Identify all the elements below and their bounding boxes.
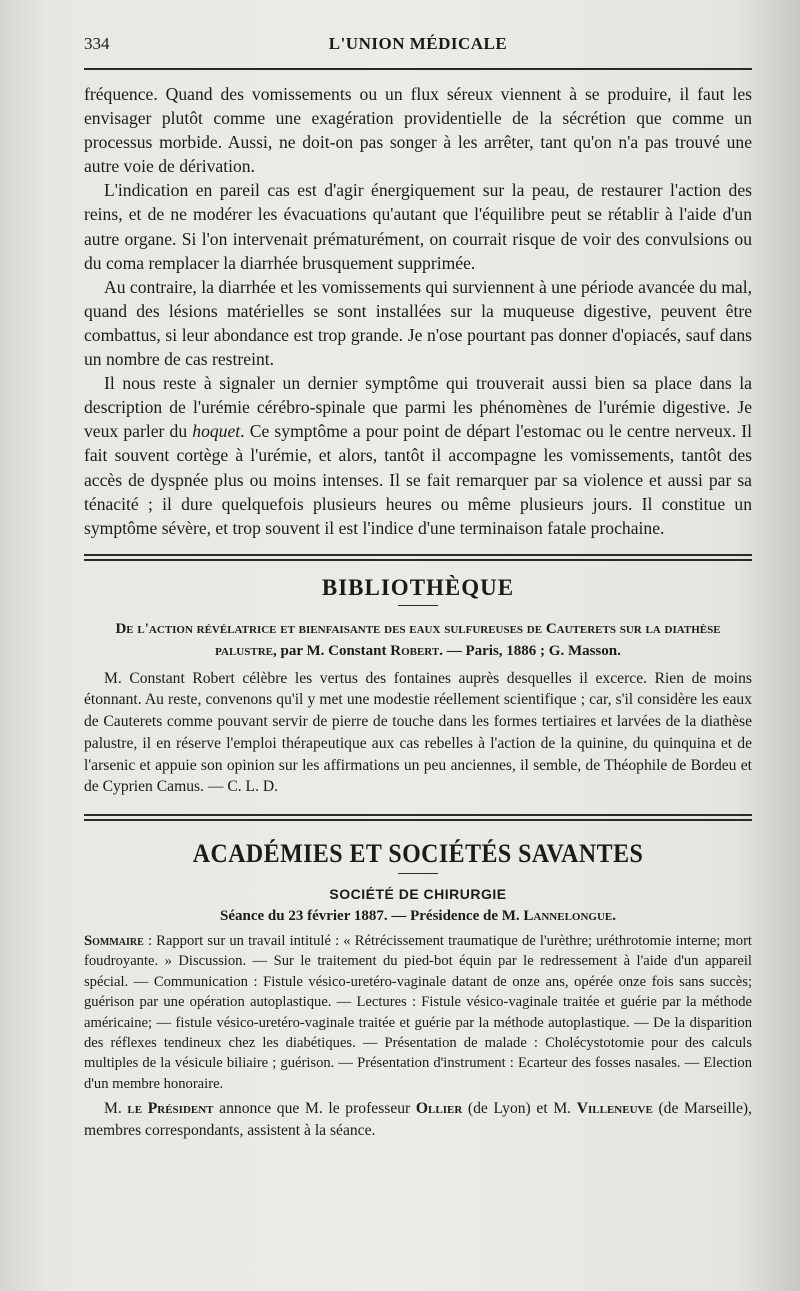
article-body	[84, 82, 752, 540]
academies-heading: ACADÉMIES ET SOCIÉTÉS SAVANTES	[192, 839, 644, 868]
paragraph-2: L'indication en pareil cas est d'agir énergiquement sur la peau, de restaurer l'action des reins, et de ne modérer les évacuations qu'autant que l'équilibre peut se rétablir à l'aide d'un autre organe. Si l'on intervenait prématurément, on courrait risque de voir des convulsions ou du coma remplacer la diarrhée brusquement supprimée.	[84, 180, 752, 273]
paragraph-1: fréquence. Quand des vomissements ou un flux séreux viennent à se produire, il faut les envisager plutôt comme une exagération providentielle de la sécrétion que comme un processus morbide. Aussi, ne doit-on pas songer à les arrêter, tant qu'on n'a pas trouvé une autre voie de dérivation.	[84, 84, 752, 177]
section-divider-2	[84, 814, 752, 821]
review-paragraph: M. Constant Robert célèbre les vertus des fontaines auprès desquelles il excerce. Rien de moins étonnant. Au reste, convenons qu'il y met une modestie réellement scientifique ; car, s'il considère les eaux de Cauterets comme pouvant servir de pierre de touche dans les formes tertiaires et larvées de la diathèse palustre, il en réserve l'emploi thérapeutique aux cas rebelles à l'action de la quinine, du quinquina et de l'arsenic et appuie son opinion sur les affirmations un peu anciennes, il semble, de Théophile de Bordeu et de Cyprien Camus. — C. L. D.	[84, 669, 752, 796]
sommaire-label: Sommaire	[84, 933, 144, 949]
announcement	[84, 1098, 752, 1141]
paragraph-4	[84, 371, 752, 540]
bibliotheque-heading: BIBLIOTHÈQUE	[321, 574, 515, 600]
announce-text-1: annonce que M. le professeur	[213, 1100, 416, 1118]
book-publisher: . — Paris, 1886 ; G. Masson.	[439, 642, 621, 659]
book-par: par M. Constant	[276, 642, 391, 659]
president-name: Lannelongue	[523, 908, 613, 924]
paragraph-4-end: . Ce symptôme a pour point de départ l'estomac ou le centre nerveux. Il fait souvent cortège à l'urémie, et alors, tantôt il accompagne les vomissements, tantôt des accès de dyspnée plus ou moins intenses. Il se fait remarquer par sa violence et aussi par sa ténacité ; il dure quelquefois plusieurs heures ou même plusieurs jours. Il constitue un symptôme sévère, et trop souvent il est l'indice d'une terminaison fatale prochaine.	[84, 421, 752, 538]
announce-m: M.	[104, 1100, 128, 1118]
ollier-name: Ollier	[415, 1100, 463, 1118]
hoquet-term: hoquet	[192, 421, 241, 442]
book-author: Robert	[390, 642, 440, 659]
announce-president: le Président	[127, 1100, 214, 1118]
sommaire-text: : Rapport sur un travail intitulé : « Rétrécissement traumatique de l'urèthre; uréthrotomie interne; mort foudroyante. » Discussion. — Sur le traitement du pied-bot équin par le redressement à l'aide d'un appareil spécial. — Communication : Fistule vésico-uretéro-vaginale datant de onze ans, opérée onze fois sans succès; guérison par une opération autoplastique. — Lectures : Fistule vésico-vaginale traitée et guérie par la méthode américaine; — fistule vésico-uretéro-vaginale traitée et guérie par la méthode autoplastique. — De la disparition des réflexes tendineux chez les diabétiques. — Présentation de malade : Cholécystotomie pour des calculs multiples de la vésicule biliaire ; guérison. — Présentation d'instrument : Ecarteur des fosses nasales. — Election d'un membre honoraire.	[84, 933, 752, 1092]
seance-end: .	[612, 908, 617, 924]
announce-text-3: (de Marseille), membres correspondants, assistent à la séance.	[84, 1100, 753, 1139]
society-name: SOCIÉTÉ DE CHIRURGIE	[329, 886, 507, 902]
seance-text: Séance du 23 février 1887. — Présidence de M.	[219, 908, 524, 924]
running-header	[84, 34, 752, 60]
paragraph-4-start: Il nous reste à signaler un dernier symptôme qui trouverait aussi bien sa place dans la description de l'urémie cérébro-spinale que parmi les phénomènes de l'urémie digestive. Je veux parler du	[84, 373, 752, 442]
announce-text-2: (de Lyon) et M.	[462, 1100, 577, 1118]
book-review	[84, 668, 752, 798]
academies-rule	[398, 873, 438, 874]
book-title: De l'action révélatrice et bienfaisante des eaux sulfureuses de Cauterets sur la diathèse palustre,	[115, 620, 721, 659]
header-rule	[84, 68, 752, 70]
sommaire-paragraph	[84, 931, 752, 1094]
paragraph-3: Au contraire, la diarrhée et les vomissements qui surviennent à une période avancée du mal, quand des lésions matérielles se sont installées sur la muqueuse digestive, peuvent être combattus, si leur abondance est trop grande. Je n'ose pourtant pas donner d'opiacés, sauf dans un nombre de cas restreint.	[84, 276, 752, 370]
journal-title: L'UNION MÉDICALE	[328, 34, 508, 53]
section-divider-1	[84, 554, 752, 561]
sommaire-block	[84, 931, 752, 1094]
villeneuve-name: Villeneuve	[576, 1100, 653, 1118]
book-citation	[84, 618, 752, 662]
bibliotheque-rule	[398, 605, 438, 606]
page-number: 334	[84, 34, 110, 53]
seance-line	[84, 908, 752, 925]
